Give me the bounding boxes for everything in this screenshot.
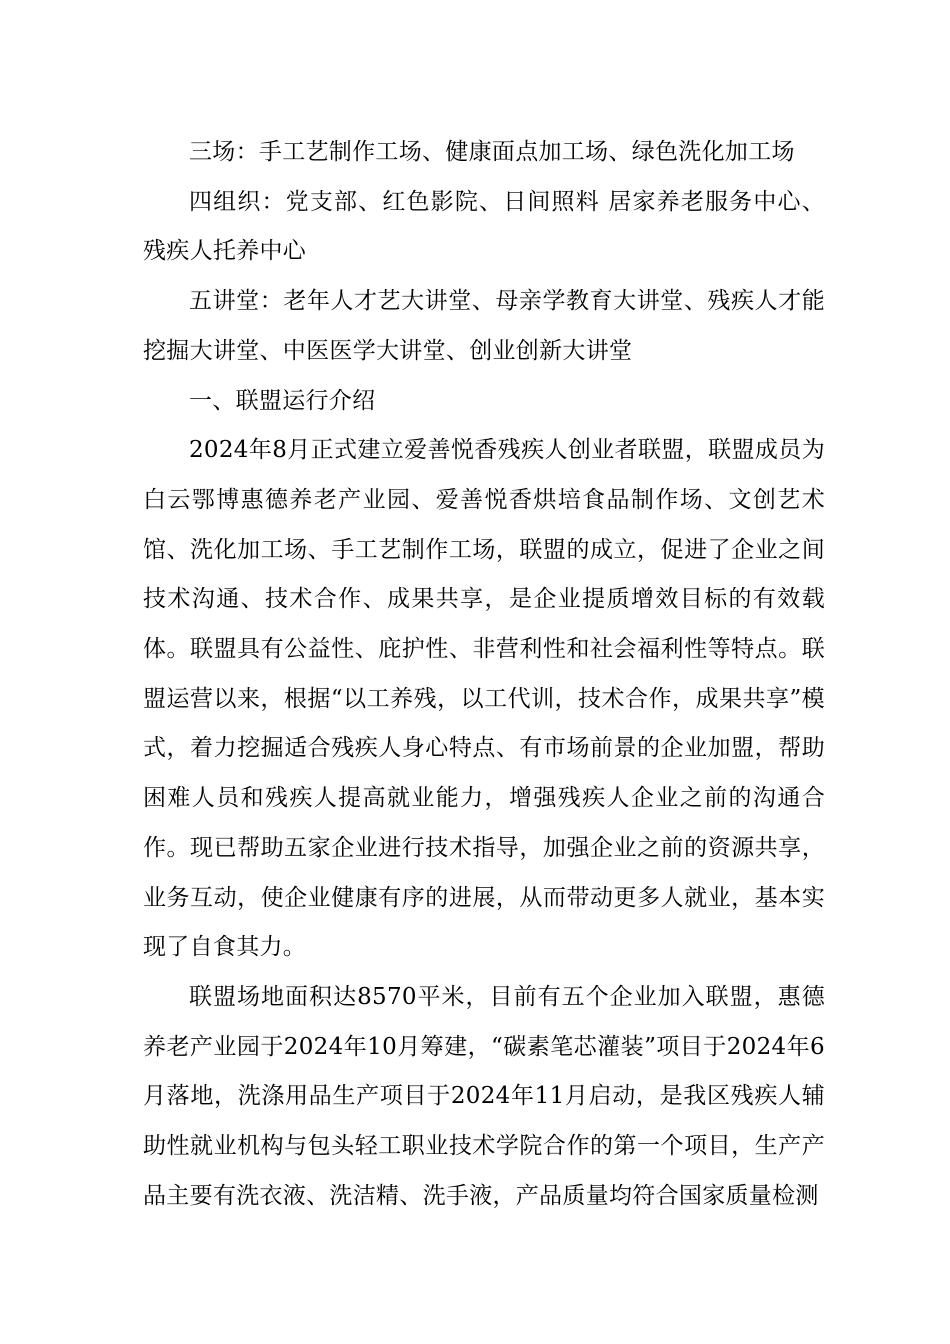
paragraph-five-lecture-halls: 五讲堂：老年人才艺大讲堂、母亲学教育大讲堂、残疾人才能挖掘大讲堂、中医医学大讲堂、创业创新大讲堂 bbox=[143, 288, 825, 364]
paragraph-alliance-site: 联盟场地面积达8570平米，目前有五个企业加入联盟，惠德养老产业园于2024年10月筹建，“碳素笔芯灌装”项目于2024年6月落地，洗涤用品生产项目于2024年11月启动，是我区残疾人辅助性就业机构与包头轻工职业技术学院合作的第一个项目，生产产品主要有洗衣液、洗洁精、洗手液，产品质量均符合国家质量检测 bbox=[143, 983, 825, 1209]
paragraph-alliance-introduction: 2024年8月正式建立爱善悦香残疾人创业者联盟，联盟成员为白云鄂博惠德养老产业园、爱善悦香烘培食品制作场、文创艺术馆、洗化加工场、手工艺制作工场，联盟的成立，促进了企业之间技术沟通、技术合作、成果共享，是企业提质增效目标的有效载体。联盟具有公益性、庇护性、非营利性和社会福利性等特点。联盟运营以来，根据“以工养残，以工代训，技术合作，成果共享”模式，着力挖掘适合残疾人身心特点、有市场前景的企业加盟，帮助困难人员和残疾人提高就业能力，增强残疾人企业之前的沟通合作。现已帮助五家企业进行技术指导，加强企业之前的资源共享，业务互动，使企业健康有序的进展，从而带动更多人就业，基本实现了自食其力。 bbox=[143, 437, 825, 961]
document-body bbox=[143, 128, 825, 1221]
section-heading-alliance-operation: 一、联盟运行介绍 bbox=[189, 387, 376, 414]
paragraph-three-workshops: 三场：手工艺制作工场、健康面点加工场、绿色洗化加工场 bbox=[189, 139, 795, 165]
paragraph-four-organizations: 四组织：党支部、红色影院、日间照料 居家养老服务中心、残疾人托养中心 bbox=[143, 188, 825, 265]
